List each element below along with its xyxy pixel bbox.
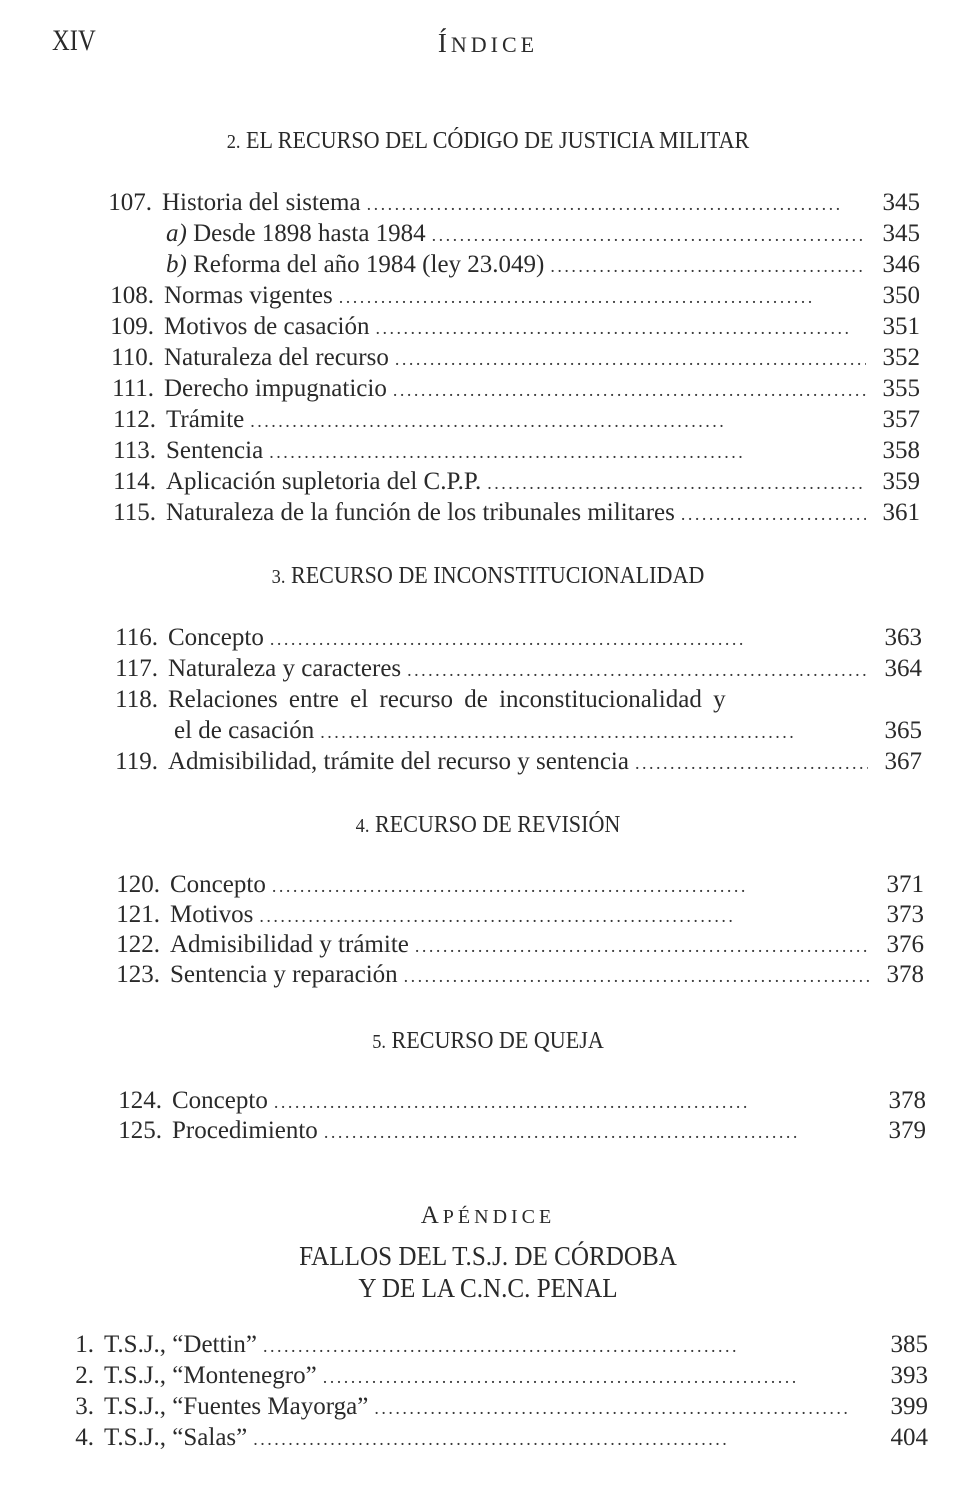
leader-dots <box>259 901 870 931</box>
entry-label: T.S.J., “Montenegro” <box>104 1362 317 1389</box>
toc-entry[interactable] <box>102 900 924 930</box>
entry-page: 404 <box>890 1424 928 1451</box>
entry-label: Desde 1898 hasta 1984 <box>193 220 426 247</box>
section-number: 3. <box>271 566 286 588</box>
entry-number: 110. <box>111 344 154 371</box>
entry-label: Normas vigentes <box>164 282 333 309</box>
entry-number: 122. <box>116 931 160 958</box>
entry-label: Reforma del año 1984 (ley 23.049) <box>193 251 545 278</box>
entry-number: 3. <box>75 1393 94 1420</box>
appendix-entry[interactable] <box>66 1330 928 1360</box>
toc-entry[interactable] <box>98 188 920 218</box>
toc-entry[interactable] <box>98 498 920 528</box>
entry-label: Naturaleza de la función de los tribunales militares <box>166 499 675 526</box>
leader-dots <box>323 1362 874 1392</box>
toc-entry[interactable] <box>104 1086 926 1116</box>
entry-label: Concepto <box>170 871 266 898</box>
entry-page: 373 <box>886 901 924 928</box>
section-title <box>39 128 937 155</box>
toc-entry[interactable] <box>98 312 920 342</box>
entry-label: Historia del sistema <box>162 189 361 216</box>
entry-page: 351 <box>882 313 920 340</box>
running-head-rest: NDICE <box>450 32 539 57</box>
section-title <box>39 563 937 590</box>
toc-entry[interactable] <box>98 467 920 497</box>
subentry-letter: a) <box>166 220 187 247</box>
toc-entry[interactable] <box>102 930 924 960</box>
entry-page: 346 <box>882 251 920 278</box>
entry-number: 1. <box>75 1331 94 1358</box>
entry-label: Admisibilidad, trámite del recurso y sentencia <box>168 748 629 775</box>
page-number: XIV <box>52 24 96 57</box>
appendix-entry[interactable] <box>66 1392 928 1422</box>
entry-label: Derecho impugnaticio <box>164 375 387 402</box>
entry-number: 108. <box>110 282 154 309</box>
leader-dots <box>367 189 866 219</box>
entry-number: 114. <box>113 468 156 495</box>
entry-number: 117. <box>115 655 158 682</box>
entry-page: 364 <box>884 655 922 682</box>
entry-number: 107. <box>108 189 152 216</box>
entry-number: 120. <box>116 871 160 898</box>
leader-dots <box>432 220 866 250</box>
appendix-title-line1: FALLOS DEL T.S.J. DE CÓRDOBA <box>299 1241 677 1271</box>
toc-entry[interactable] <box>100 685 922 715</box>
entry-page: 359 <box>882 468 920 495</box>
toc-subentry[interactable] <box>166 250 920 280</box>
entry-page: 378 <box>886 961 924 988</box>
toc-entry[interactable] <box>98 405 920 435</box>
section-title-text: RECURSO DE REVISIÓN <box>374 812 621 838</box>
section-title <box>39 1028 937 1055</box>
appendix-label-rest: PÉNDICE <box>442 1206 556 1228</box>
toc-entry[interactable] <box>104 1116 926 1146</box>
toc-entry[interactable] <box>98 374 920 404</box>
leader-dots <box>324 1117 872 1147</box>
section-number: 4. <box>355 815 370 837</box>
entry-label: Motivos de casación <box>164 313 370 340</box>
entry-page: 379 <box>888 1117 926 1144</box>
entry-number: 4. <box>75 1424 94 1451</box>
entry-page: 399 <box>890 1393 928 1420</box>
section-title-text: RECURSO DE QUEJA <box>391 1028 604 1054</box>
entry-number: 112. <box>113 406 156 433</box>
entry-number: 2. <box>75 1362 94 1389</box>
leader-dots <box>339 282 866 312</box>
appendix-label <box>0 1202 976 1230</box>
leader-dots <box>250 406 866 436</box>
appendix-entry[interactable] <box>66 1361 928 1391</box>
toc-entry[interactable] <box>98 343 920 373</box>
entry-page: 385 <box>890 1331 928 1358</box>
leader-dots <box>550 251 866 281</box>
leader-dots <box>274 1087 872 1117</box>
entry-label: Sentencia y reparación <box>170 961 398 988</box>
leader-dots <box>393 375 866 405</box>
leader-dots <box>407 655 868 685</box>
entry-label: Aplicación supletoria del C.P.P. <box>166 468 482 495</box>
entry-number: 124. <box>118 1087 162 1114</box>
entry-number: 119. <box>115 748 158 775</box>
entry-page: 357 <box>882 406 920 433</box>
toc-subentry[interactable] <box>166 219 920 249</box>
section-title-text: EL RECURSO DEL CÓDIGO DE JUSTICIA MILITAR <box>246 128 750 154</box>
leader-dots <box>272 871 870 901</box>
entry-number: 109. <box>110 313 154 340</box>
entry-page: 358 <box>882 437 920 464</box>
leader-dots <box>374 1393 874 1423</box>
entry-number: 113. <box>113 437 156 464</box>
entry-label: Sentencia <box>166 437 264 464</box>
entry-label: Procedimiento <box>172 1117 318 1144</box>
leader-dots <box>270 624 868 654</box>
leader-dots <box>404 961 870 991</box>
entry-page: 361 <box>882 499 920 526</box>
leader-dots <box>415 931 870 961</box>
subentry-letter: b) <box>166 251 187 278</box>
entry-page: 355 <box>882 375 920 402</box>
entry-page: 363 <box>884 624 922 651</box>
toc-entry[interactable] <box>100 654 922 684</box>
section-title <box>39 812 937 839</box>
entry-page: 365 <box>884 717 922 744</box>
toc-entry[interactable] <box>100 747 922 777</box>
section-title-text: RECURSO DE INCONSTITUCIONALIDAD <box>290 563 705 589</box>
entry-label: Motivos <box>170 901 254 928</box>
section-number: 5. <box>372 1031 387 1053</box>
leader-dots <box>376 313 866 343</box>
entry-page: 376 <box>886 931 924 958</box>
entry-page: 378 <box>888 1087 926 1114</box>
entry-label: T.S.J., “Dettin” <box>104 1331 257 1358</box>
entry-label: T.S.J., “Salas” <box>104 1424 248 1451</box>
entry-page: 352 <box>882 344 920 371</box>
leader-dots <box>635 748 868 778</box>
running-head <box>0 28 976 59</box>
entry-number: 123. <box>116 961 160 988</box>
entry-number: 118. <box>115 686 158 713</box>
entry-label: Concepto <box>172 1087 268 1114</box>
toc-entry-continuation[interactable] <box>174 716 922 746</box>
entry-page: 393 <box>890 1362 928 1389</box>
leader-dots <box>395 344 866 374</box>
entry-label: Trámite <box>166 406 245 433</box>
leader-dots <box>269 437 866 467</box>
leader-dots <box>487 468 866 498</box>
toc-entry[interactable] <box>102 960 924 990</box>
entry-label: Naturaleza del recurso <box>164 344 389 371</box>
section-number: 2. <box>226 131 241 153</box>
running-head-initial: Í <box>437 28 451 58</box>
entry-number: 125. <box>118 1117 162 1144</box>
leader-dots <box>320 717 868 747</box>
entry-label: Concepto <box>168 624 264 651</box>
entry-number: 115. <box>113 499 156 526</box>
entry-label: T.S.J., “Fuentes Mayorga” <box>104 1393 369 1420</box>
entry-label: el de casación <box>174 717 315 744</box>
toc-entry[interactable] <box>100 623 922 653</box>
entry-page: 371 <box>886 871 924 898</box>
leader-dots <box>681 499 866 529</box>
appendix-title-line2: Y DE LA C.N.C. PENAL <box>358 1273 618 1303</box>
leader-dots <box>263 1331 874 1361</box>
entry-number: 111. <box>112 375 154 402</box>
leader-dots <box>253 1424 874 1454</box>
entry-label: Admisibilidad y trámite <box>170 931 409 958</box>
entry-page: 350 <box>882 282 920 309</box>
entry-page: 367 <box>884 748 922 775</box>
entry-label: Relaciones entre el recurso de inconstitucionalidad y <box>168 686 726 713</box>
toc-entry[interactable] <box>102 870 924 900</box>
entry-page: 345 <box>882 189 920 216</box>
appendix-entry[interactable] <box>66 1423 928 1453</box>
toc-entry[interactable] <box>98 281 920 311</box>
toc-entry[interactable] <box>98 436 920 466</box>
appendix-label-initial: A <box>420 1202 443 1229</box>
entry-label: Naturaleza y caracteres <box>168 655 402 682</box>
entry-number: 116. <box>115 624 158 651</box>
entry-number: 121. <box>116 901 160 928</box>
entry-page: 345 <box>882 220 920 247</box>
